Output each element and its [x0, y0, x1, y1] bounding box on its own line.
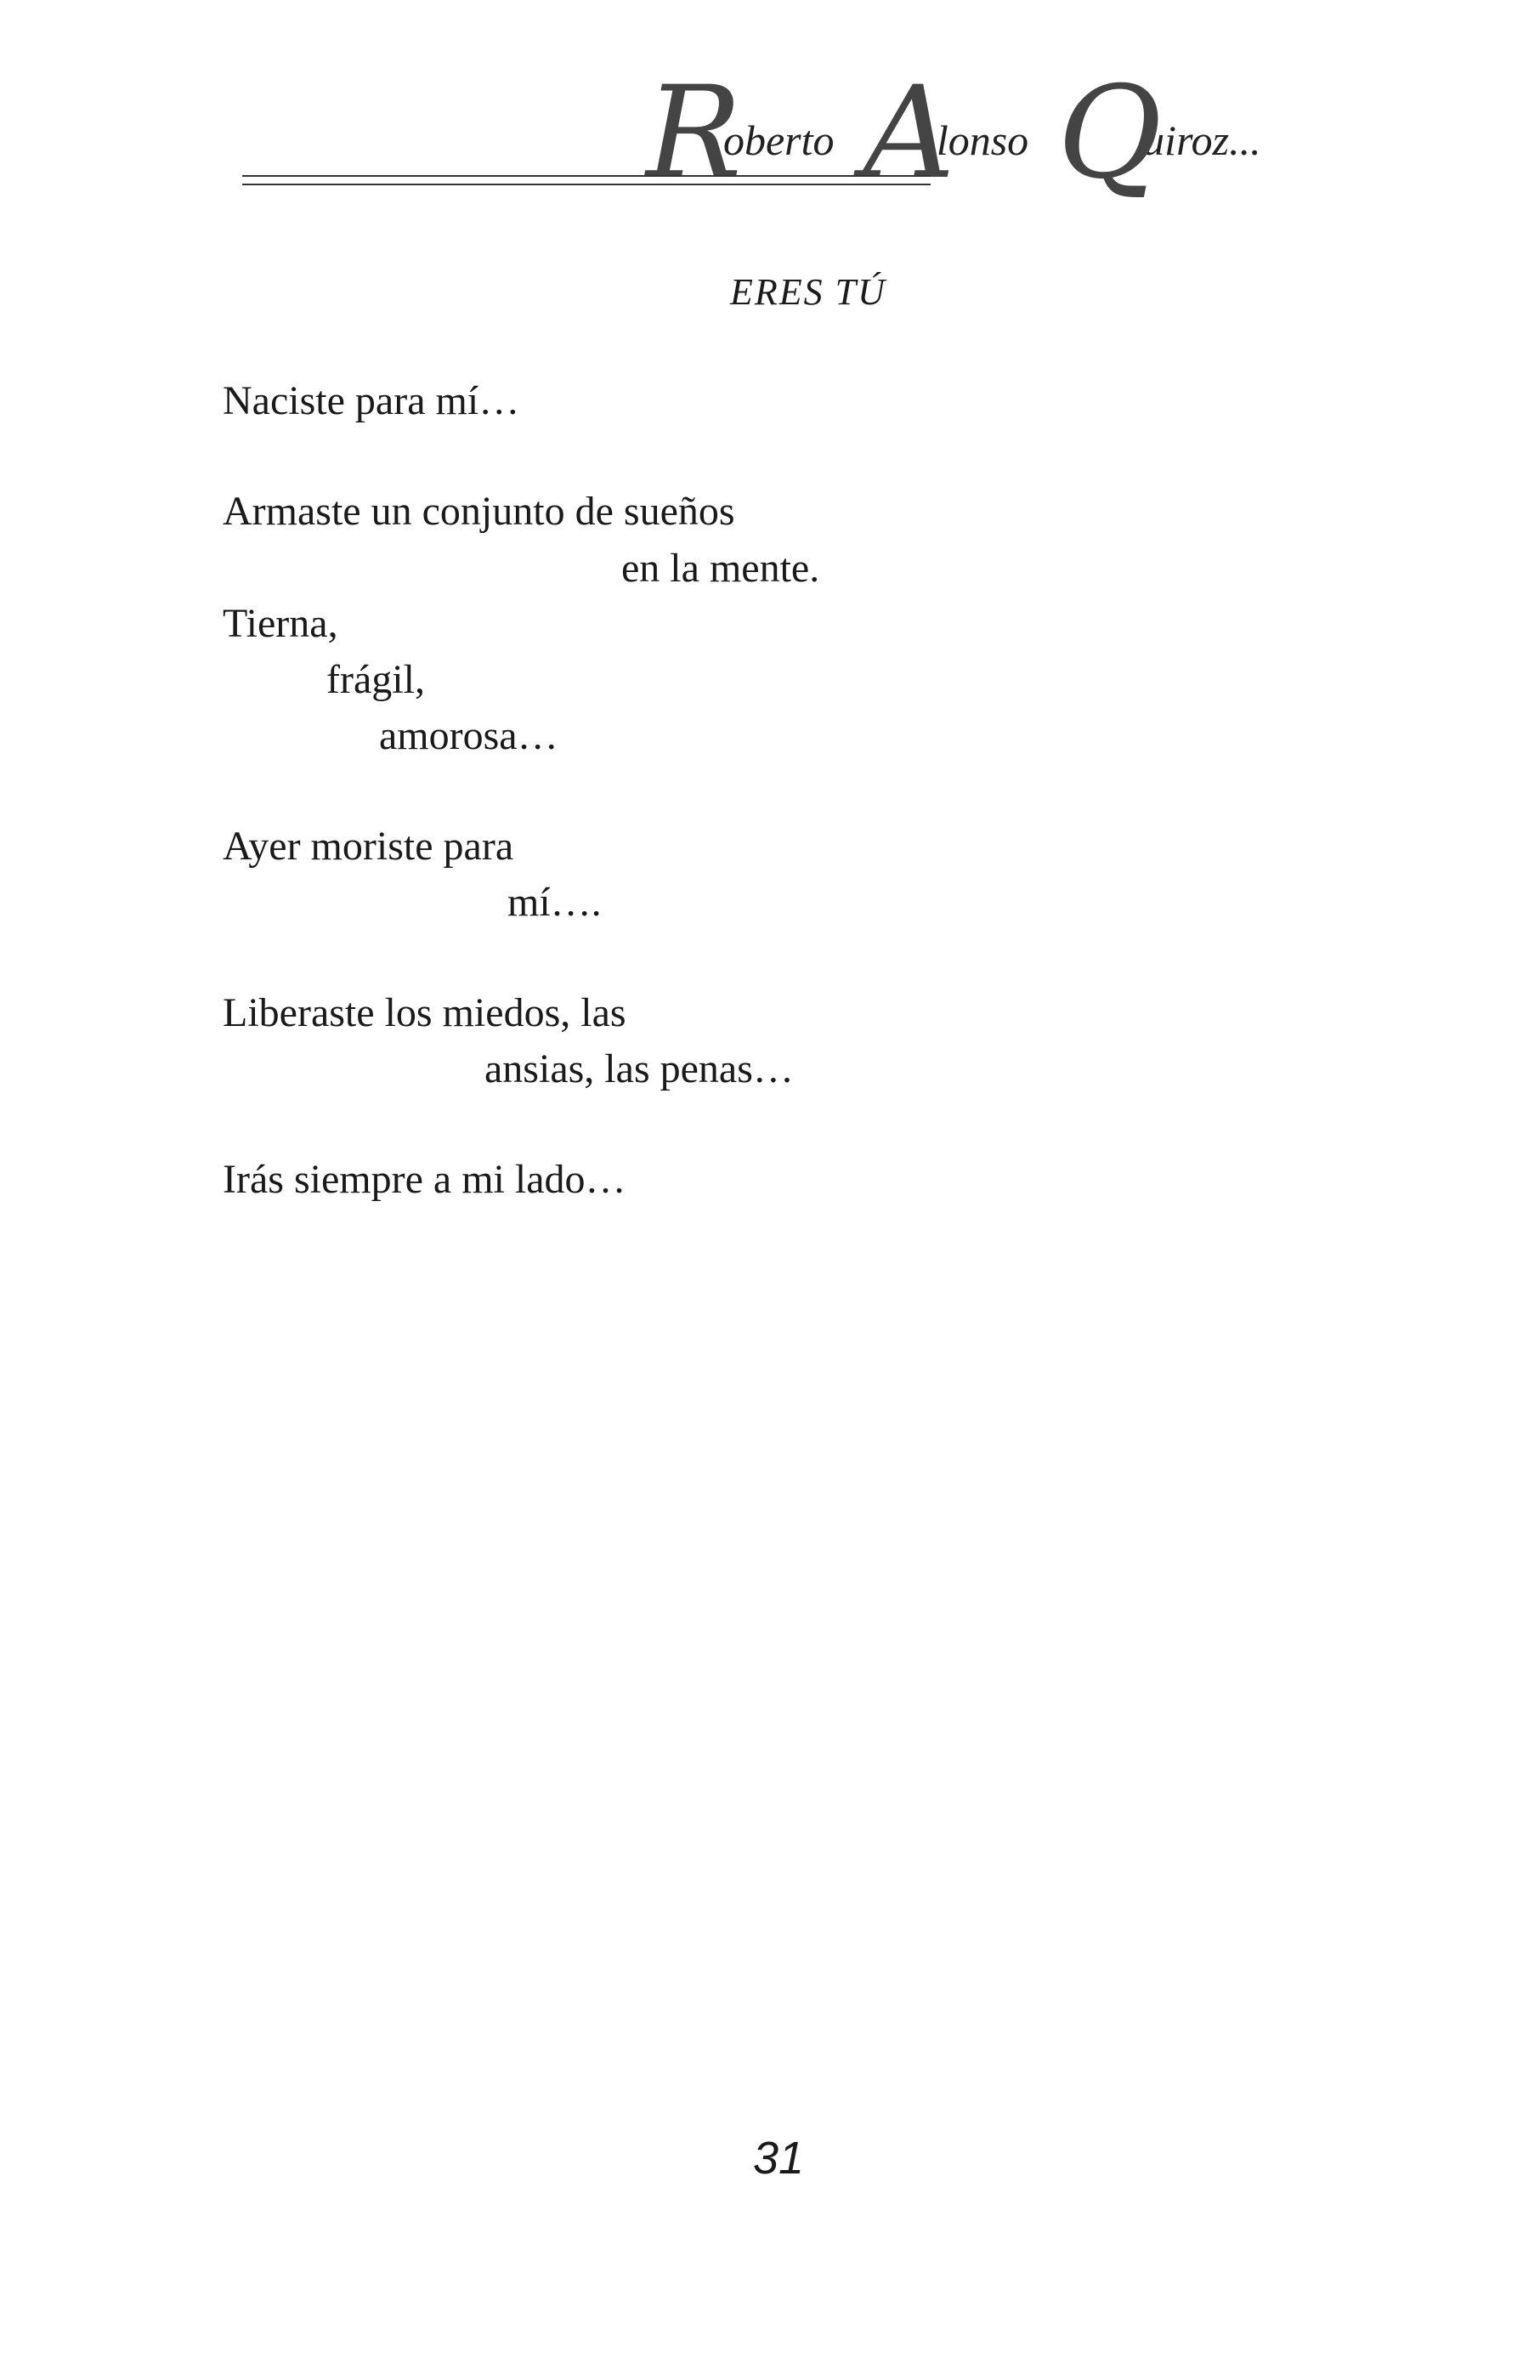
poem-line: Ayer moriste para: [223, 824, 514, 869]
poem-line: Armaste un conjunto de sueños: [223, 489, 735, 534]
poem-line: frágil,: [326, 657, 425, 702]
author-middle-name: [863, 60, 1029, 207]
poem-line: Liberaste los miedos, las: [223, 990, 626, 1035]
author-last-name-initial: Q: [1057, 60, 1163, 207]
author-first-name-initial: R: [646, 60, 742, 207]
poem-line: Naciste para mí…: [223, 378, 520, 423]
poem-line: amorosa…: [379, 713, 558, 758]
poem-line: ansias, las penas…: [484, 1046, 794, 1091]
author-first-name: [646, 60, 835, 207]
poem-title: ERES TÚ: [730, 271, 886, 313]
header-rule-bottom: [242, 184, 931, 185]
page-number: 31: [752, 2133, 805, 2184]
author-middle-name-initial: A: [863, 60, 955, 207]
poem-line: Irás siempre a mi lado…: [223, 1157, 626, 1202]
poem-line: Tierna,: [223, 601, 338, 646]
author-last-name-rest: uiroz...: [1143, 116, 1261, 164]
poem-line: en la mente.: [621, 546, 820, 591]
header-rule-top: [242, 175, 931, 177]
poem-line: mí….: [507, 880, 602, 925]
author-name: [646, 51, 1261, 207]
author-last-name: [1057, 60, 1261, 207]
author-middle-name-rest: lonso: [936, 116, 1029, 164]
author-first-name-rest: oberto: [722, 116, 835, 164]
running-header: [0, 0, 1540, 207]
